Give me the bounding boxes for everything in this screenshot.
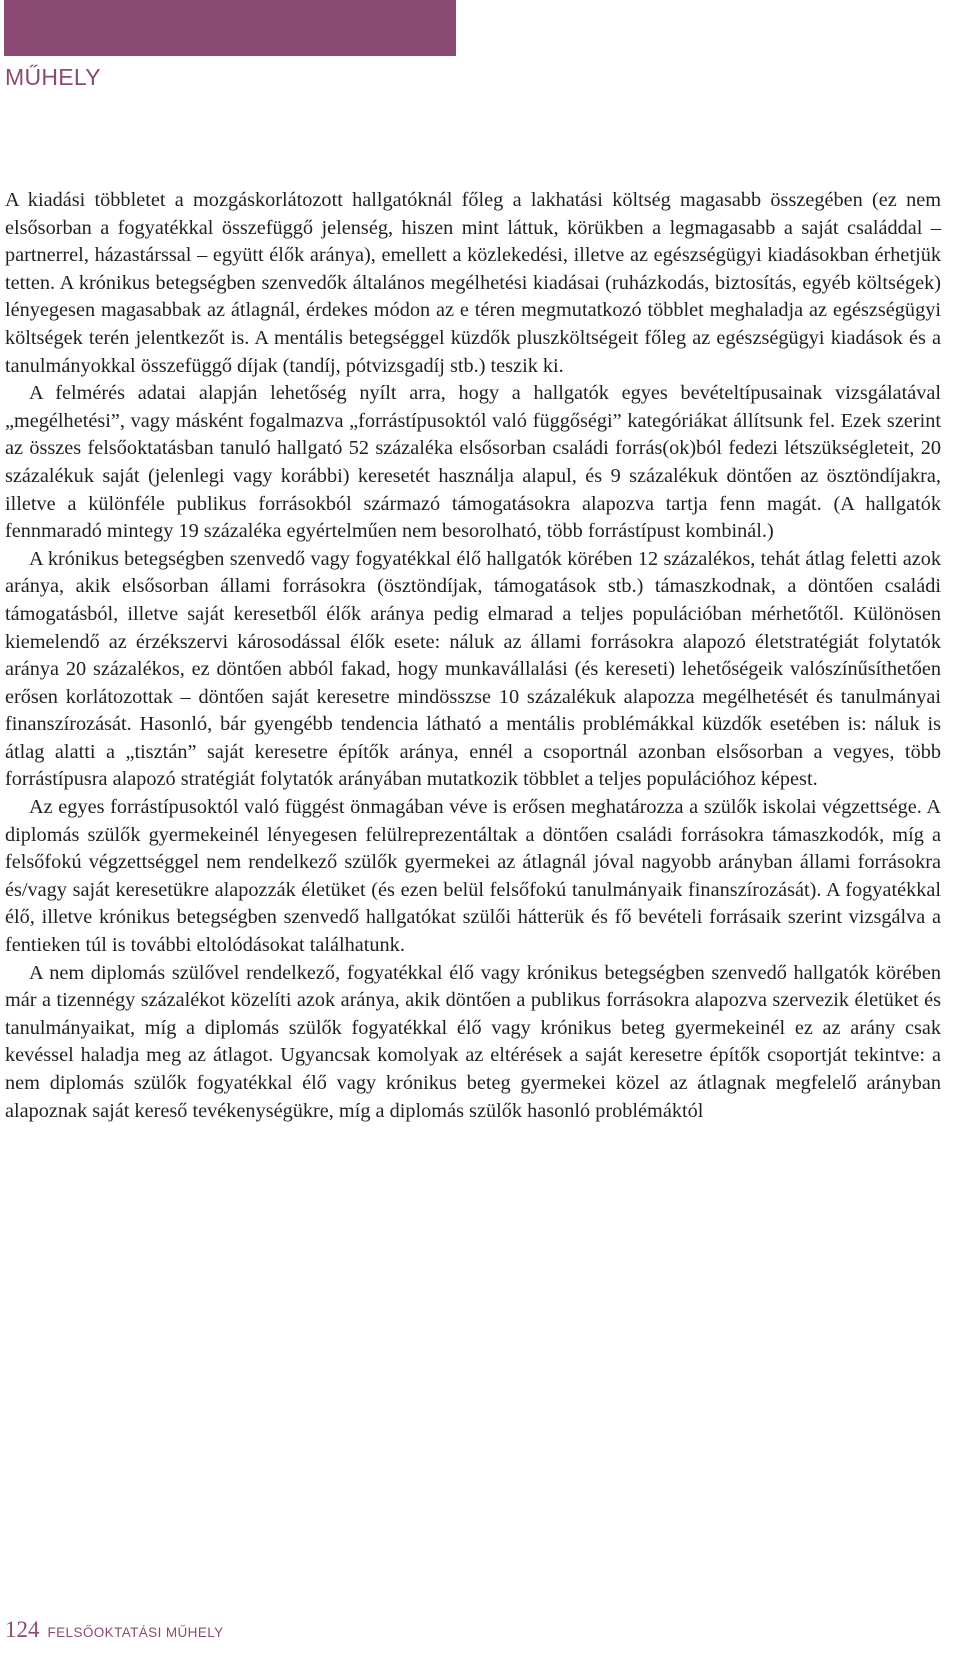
article-body	[5, 187, 941, 1125]
paragraph: A felmérés adatai alapján lehetőség nyílt arra, hogy a hallgatók egyes bevételtípusainak vizsgálatával „megélhetési”, vagy másként fogalmazva „forrástípusoktól való függőségi” kategóriákat állítsunk fel. Ezek szerint az összes felsőoktatásban tanuló hallgató 52 százaléka elsősorban családi forrás(ok)ból fedezi létszükségleteit, 20 százalékuk saját (jelenlegi vagy korábbi) keresetét használja alapul, és 9 százalékuk döntően az ösztöndíjakra, illetve a különféle publikus forrásokból származó támogatásokra alapozva tartja fenn magát. (A hallgatók fennmaradó mintegy 19 százaléka egyértelműen nem besorolható, több forrástípust kombinál.)	[5, 382, 941, 543]
page-footer	[5, 1617, 224, 1643]
paragraph: Az egyes forrástípusoktól való függést önmagában véve is erősen meghatározza a szülők iskolai végzettsége. A diplomás szülők gyermekeinél lényegesen felülreprezentáltak a döntően családi forrásokra támaszkodók, míg a felsőfokú végzettséggel nem rendelkező szülők gyermekei az átlagnál jóval nagyobb arányban állami forrásokra és/vagy saját keresetükre alapozzák életüket (és ezen belül felsőfokú tanulmányaik finanszírozását). A fogyatékkal élő, illetve krónikus betegségben szenvedő hallgatókat szülői hátterük és fő bevételi forrásaik szerint vizsgálva a fentieken túl is további eltolódásokat találhatunk.	[5, 796, 941, 957]
paragraph: A kiadási többletet a mozgáskorlátozott hallgatóknál főleg a lakhatási költség magasabb összegében (ez nem elsősorban a fogyatékkal összefüggő jelenség, hiszen mint láttuk, körükben a legmagasabb a saját családdal – partnerrel, házastárssal – együtt élők aránya), emellett a közlekedési, illetve az egészségügyi kiadásokban érhetjük tetten. A krónikus betegségben szenvedők általános megélhetési kiadásai (ruházkodás, biztosítás, egyéb költségek) lényegesen magasabbak az átlagnál, érdekes módon az e téren megmutatkozó többlet meghaladja az egészségügyi költségek terén jelentkezőt is. A mentális betegséggel küzdők pluszköltségeit főleg az egészségügyi kiadások és a tanulmányokkal összefüggő díjak (tandíj, pótvizsgadíj stb.) teszik ki.	[5, 189, 941, 377]
section-title: MŰHELY	[5, 64, 101, 90]
journal-name: FELSŐOKTATÁSI MŰHELY	[47, 1625, 224, 1640]
paragraph: A nem diplomás szülővel rendelkező, fogyatékkal élő vagy krónikus betegségben szenvedő hallgatók körében már a tizennégy százalékot közelíti azok aránya, akik döntően a publikus forrásokra alapozva szervezik életüket és tanulmányaikat, míg a diplomás szülők fogyatékkal élő vagy krónikus beteg gyermekeinél ez az arány csak kevéssel haladja meg az átlagot. Ugyancsak komolyak az eltérések a saját keresetre építők csoportját tekintve: a nem diplomás szülők fogyatékkal élő vagy krónikus beteg gyermekei közel az átlagnak megfelelő arányban alapoznak saját kereső tevékenységükre, míg a diplomás szülők hasonló problémáktól	[5, 961, 941, 1122]
page-number: 124	[5, 1617, 40, 1642]
header-color-bar	[4, 0, 456, 56]
paragraph: A krónikus betegségben szenvedő vagy fogyatékkal élő hallgatók körében 12 százalékos, tehát átlag feletti azok aránya, akik elsősorban állami forrásokra (ösztöndíjak, támogatások stb.) támaszkodnak, a döntően családi támogatásból, illetve saját keresetből élők aránya pedig elmarad a teljes populációban mérhetőtől. Különösen kiemelendő az érzékszervi károsodással élők esete: náluk az állami forrásokra alapozó életstratégiát folytatók aránya 20 százalékos, ez döntően abból fakad, hogy munkavállalási (és kereseti) lehetőségeik valószínűsíthetően erősen korlátozottak – döntően saját keresetre mindösszse 10 százalékuk alapozza megélhetését és tanulmányai finanszírozását. Hasonló, bár gyengébb tendencia látható a mentális problémákkal küzdők esetében is: náluk is átlag alatti a „tisztán” saját keresetre építők aránya, ennél a csoportnál azonban elsősorban a vegyes, több forrástípusra alapozó stratégiát folytatók arányában mutatkozik többlet a teljes populációhoz képest.	[5, 547, 941, 791]
